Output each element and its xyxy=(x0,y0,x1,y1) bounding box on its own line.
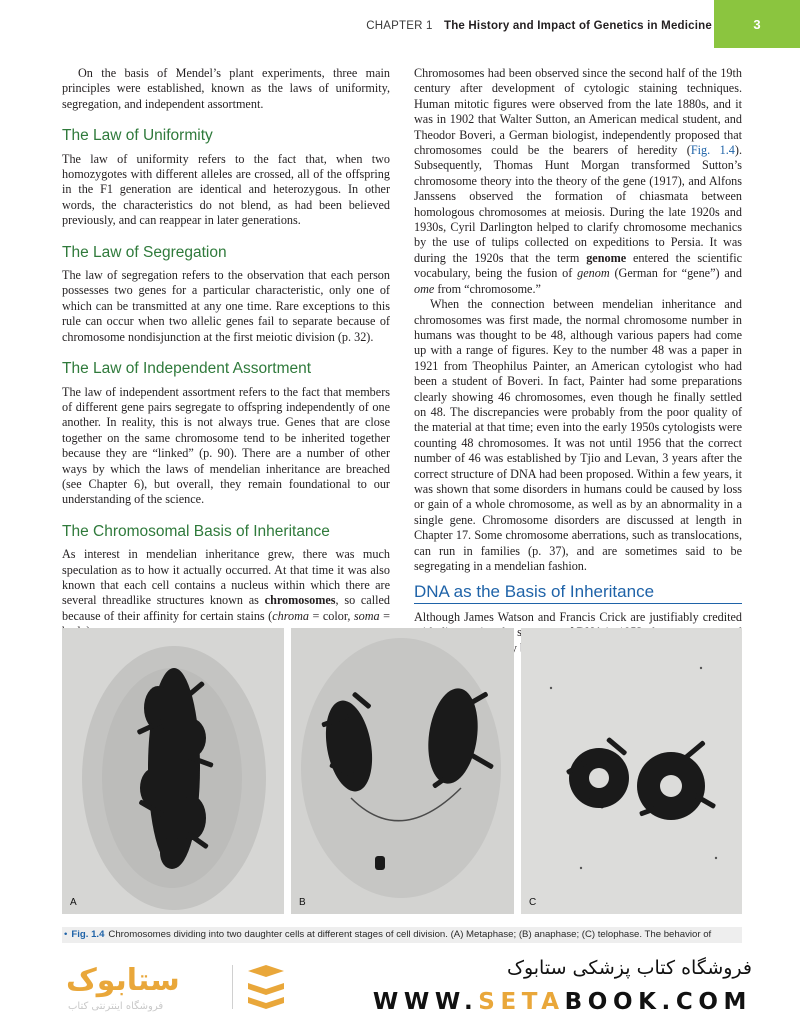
term-genome: genome xyxy=(586,250,627,265)
term-ome: ome xyxy=(414,281,435,296)
term-soma: soma xyxy=(353,608,380,623)
chromosomal-eq1: = color, xyxy=(309,608,354,623)
logo-tagline: فروشگاه اینترنتی کتاب xyxy=(68,1001,164,1012)
micrograph-panel-a xyxy=(62,628,284,914)
chromosomal-paragraph xyxy=(62,547,390,639)
intro-paragraph: On the basis of Mendel’s plant experiments, three main principles were established, known as the laws of uniformity, segregation, and independent assortment. xyxy=(62,66,390,111)
term-chroma: chroma xyxy=(272,608,310,623)
history-text-a: Chromosomes had been observed since the second half of the 19th century after development of cytologic staining techniques. Human mitotic figures were observed from the late 1880s, and it was in 1902 that Walter Sutton, an American medical student, and Theodor Boveri, a German biologist, independently proposed that chromosomes could be the bearers of heredity ( xyxy=(414,66,742,158)
panel-label-c: C xyxy=(529,897,537,908)
anaphase-image xyxy=(291,628,514,914)
heading-law-of-independent-assortment: The Law of Independent Assortment xyxy=(62,360,312,378)
chromosome-number-paragraph: When the connection between mendelian inheritance and chromosomes was first made, the normal chromosome number in humans was thought to be 48, although various papers had come up with a range of figures. Key to the number 48 was a paper in 1921 from Theophilus Painter, an American cytologist who had been a student of Boveri. In fact, Painter had some preparations clearly showing 46 chromosomes, even though he finally settled on 48. The discrepancies were probably from the poor quality of the material at that time; even into the early 1950s cytologists were counting 48 chromosomes. It was not until 1956 that the correct number of 46 was established by Tjio and Levan, 3 years after the correct structure of DNA had been proposed. Within a few years, it was shown that some disorders in humans could be caused by loss or gain of a whole chromosome, as well as by an abnormality in a single gene. Chromosome disorders are discussed at length in Chapter 17. Some chromosome aberrations, such as translocations, can run in families (p. 37), and are sometimes said to be segregating in a mendelian fashion. xyxy=(414,297,742,573)
segregation-paragraph: The law of segregation refers to the observation that each person possesses two genes for a particular characteristic, only one of which can be transmitted at any one time. Rare exceptions to this rule can occur when two allelic genes fail to separate because of chromosome nondisjunction at the first meiotic division (p. 32). xyxy=(62,268,390,344)
page-header xyxy=(0,0,800,48)
history-text-c: entered the scientific vocabulary, being the fusion of xyxy=(414,250,742,281)
dna-paragraph: Although James Watson and Francis Crick are justifiably credited xyxy=(414,609,742,624)
chapter-title: The History and Impact of Genetics in Medicine xyxy=(443,20,712,32)
independent-assortment-paragraph: The law of independent assortment refers to the fact that members of different gene pairs segregate to offspring independently of one another. In reality, this is not always true. Genes that are close together on the same chromosome tend to be inherited together because they are “linked” (p. 90). There are a number of other ways by which the laws of mendelian inheritance are breached (see Chapter 6), but overall, they remain foundational to our understanding of the science. xyxy=(62,384,390,507)
url-suffix: BOOK.COM xyxy=(564,989,752,1015)
caption-text: Chromosomes dividing into two daughter cells at different stages of cell division. (A) Metaphase; (B) anaphase; (C) telophase. The behavior of xyxy=(108,929,712,940)
micrograph-panel-b xyxy=(291,628,514,914)
micrograph-panel-c xyxy=(521,628,742,914)
metaphase-image xyxy=(62,628,284,914)
history-text-d: (German for “gene”) and xyxy=(609,266,742,281)
page-number: 3 xyxy=(753,16,761,32)
history-text-e: from “chromosome.” xyxy=(434,281,541,296)
chromosomal-eq2: = xyxy=(383,608,391,623)
left-column xyxy=(62,66,390,640)
panel-label-a: A xyxy=(70,897,77,908)
shop-url[interactable] xyxy=(373,989,752,1015)
page-number-tab xyxy=(714,0,800,48)
chromosomal-text-a: As interest in mendelian inheritance grew, there was much speculation as to how it actually occurred. At that time it was also known that each cell contains a nucleus within which there are several threadlike structures known as xyxy=(62,547,390,608)
panel-label-b: B xyxy=(299,897,306,908)
url-highlight: SETA xyxy=(478,989,565,1015)
figure-1-4 xyxy=(62,628,742,916)
chromosomal-text-b: , so called because of their affinity for certain stains ( xyxy=(62,593,390,623)
shop-name: فروشگاه کتاب پزشکی ستابوک xyxy=(506,957,752,979)
heading-dna-basis: DNA as the Basis of Inheritance xyxy=(414,584,742,603)
running-head xyxy=(366,20,712,32)
publisher-banner xyxy=(0,945,800,1023)
figure-reference-link[interactable]: Fig. 1.4 xyxy=(690,143,735,158)
heading-law-of-segregation: The Law of Segregation xyxy=(62,243,227,261)
heading-chromosomal-basis: The Chromosomal Basis of Inheritance xyxy=(62,522,330,540)
history-text-b: ). Subsequently, Thomas Hunt Morgan transformed Sutton’s chromosome theory into the theory of the gene (1917), and Alfons Janssens observed the formation of chiasmata between homologous chromosomes at meiosis. During the late 1920s and 1930s, Cyril Darlington helped to clarify chromosome mechanics by the use of tulips collected on expeditions to Persia. It was during the 1920s that the term xyxy=(414,143,742,265)
history-paragraph xyxy=(414,66,742,297)
logo-wordmark: ستابوک xyxy=(66,963,180,998)
uniformity-paragraph: The law of uniformity refers to the fact that, when two homozygotes with different alleles are crossed, all of the offspring in the F1 generation are identical and heterozygous. In other words, the characteristics do not blend, as had been believed previously, and can reappear in later generations. xyxy=(62,151,390,228)
caption-label: Fig. 1.4 xyxy=(71,929,105,940)
heading-law-of-uniformity: The Law of Uniformity xyxy=(62,127,213,145)
telophase-image xyxy=(521,628,742,914)
logo-divider xyxy=(232,965,233,1009)
term-genom: genom xyxy=(577,266,610,281)
bullet-icon: • xyxy=(64,929,68,940)
term-chromosomes: chromosomes xyxy=(264,593,336,608)
right-column xyxy=(414,66,742,656)
chapter-label: CHAPTER 1 xyxy=(366,20,433,32)
url-prefix: WWW. xyxy=(372,989,479,1015)
book-stack-icon xyxy=(246,963,286,1016)
figure-caption xyxy=(62,927,742,943)
